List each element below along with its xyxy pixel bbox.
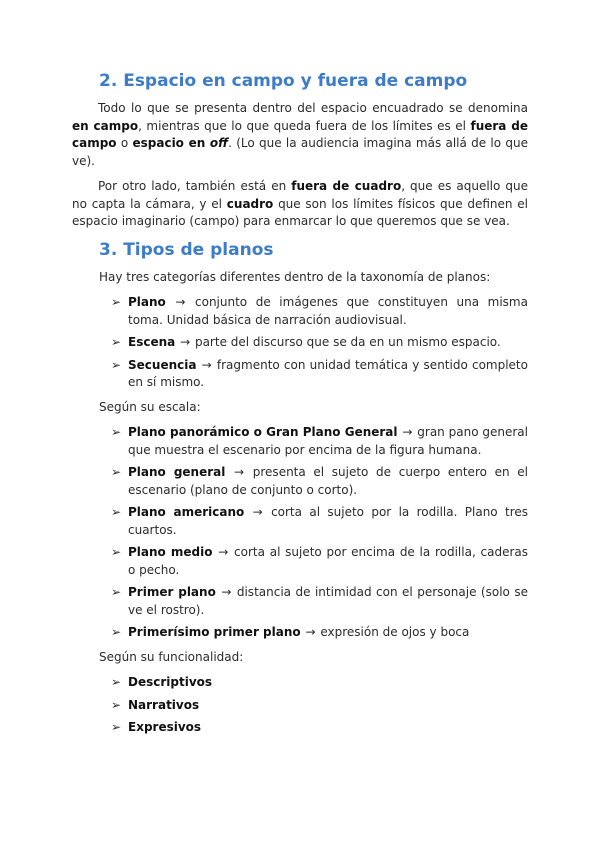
paragraph-en-campo xyxy=(72,100,528,170)
list-item xyxy=(72,504,528,539)
term-cuadro: cuadro xyxy=(226,196,274,211)
right-arrow-icon: → xyxy=(175,295,186,309)
arrowhead-bullet-icon: ➢ xyxy=(111,545,122,559)
list-item-term: Secuencia xyxy=(128,357,197,372)
term-fuera-de-campo: fuera de campo xyxy=(72,118,528,150)
term-off-italic: off xyxy=(209,136,229,150)
scale-intro: Según su escala: xyxy=(99,399,201,414)
categories-list xyxy=(72,294,528,392)
right-arrow-icon: → xyxy=(305,625,316,639)
list-item-term: Narrativos xyxy=(128,697,200,712)
arrowhead-bullet-icon: ➢ xyxy=(111,357,122,372)
list-item-desc: conjunto de imágenes que constituyen una misma toma. Unidad básica de narración audiovisual. xyxy=(128,295,528,327)
list-item-desc: gran pano general que muestra el escenario por encima de la figura humana. xyxy=(128,425,528,457)
term-en-campo: en campo xyxy=(72,118,139,133)
right-arrow-icon: → xyxy=(180,335,191,349)
list-item xyxy=(72,624,528,642)
text-run: que son los límites físicos que definen el espacio imaginario (campo) para enmarcar lo que queremos que se vea. xyxy=(72,196,529,228)
text-run: o xyxy=(116,136,133,150)
right-arrow-icon: → xyxy=(218,545,229,559)
arrowhead-bullet-icon: ➢ xyxy=(111,675,122,689)
paragraph-fuera-de-cuadro xyxy=(72,178,528,231)
list-item xyxy=(72,357,528,392)
text-run: , que es aquello que no capta la cámara, y el xyxy=(72,179,529,211)
right-arrow-icon: → xyxy=(252,505,263,519)
term-espacio-en-text: espacio en xyxy=(132,136,210,150)
list-item-term: Plano americano xyxy=(128,505,245,519)
section-heading-espacio: 2. Espacio en campo y fuera de campo xyxy=(99,71,468,91)
list-item xyxy=(72,674,528,692)
right-arrow-icon: → xyxy=(234,465,245,479)
text-run: . (Lo que la audiencia imagina más allá de lo que ve). xyxy=(72,136,528,168)
arrowhead-bullet-icon: ➢ xyxy=(111,335,122,349)
text-run: , mientras que lo que queda fuera de los límites es el xyxy=(138,118,471,133)
list-item-term: Plano panorámico o Gran Plano General xyxy=(128,425,398,439)
list-item-desc: distancia de intimidad con el personaje (solo se ve el rostro). xyxy=(128,585,528,617)
list-item xyxy=(72,697,528,715)
list-item xyxy=(72,719,528,737)
list-item-desc: expresión de ojos y boca xyxy=(320,625,470,639)
function-intro: Según su funcionalidad: xyxy=(99,649,244,664)
list-item-term: Plano general xyxy=(128,465,226,479)
arrowhead-bullet-icon: ➢ xyxy=(111,697,122,712)
list-item-term: Escena xyxy=(128,335,176,349)
arrowhead-bullet-icon: ➢ xyxy=(111,585,122,599)
text-run: Todo lo que se presenta dentro del espacio encuadrado se denomina xyxy=(98,101,528,115)
section-heading-tipos-de-planos: 3. Tipos de planos xyxy=(99,239,274,260)
term-espacio-en-off xyxy=(132,136,228,150)
arrowhead-bullet-icon: ➢ xyxy=(111,720,122,734)
list-item-term: Expresivos xyxy=(128,720,202,734)
list-item xyxy=(72,294,528,329)
right-arrow-icon: → xyxy=(402,425,413,439)
list-item-desc: corta al sujeto por encima de la rodilla, caderas o pecho. xyxy=(128,545,528,577)
list-item-desc: presenta el sujeto de cuerpo entero en el escenario (plano de conjunto o corto). xyxy=(128,465,528,497)
arrowhead-bullet-icon: ➢ xyxy=(111,625,122,639)
term-fuera-de-cuadro: fuera de cuadro xyxy=(291,179,402,193)
arrowhead-bullet-icon: ➢ xyxy=(111,505,122,519)
list-item xyxy=(72,544,528,579)
list-item-desc: corta al sujeto por la rodilla. Plano tres cuartos. xyxy=(128,505,528,537)
categories-intro: Hay tres categorías diferentes dentro de la taxonomía de planos: xyxy=(99,269,491,284)
text-run: Por otro lado, también está en xyxy=(98,179,292,193)
arrowhead-bullet-icon: ➢ xyxy=(111,465,122,479)
list-item xyxy=(72,334,528,352)
list-item xyxy=(72,584,528,619)
scale-list xyxy=(72,424,528,642)
right-arrow-icon: → xyxy=(221,585,232,599)
list-item-term: Plano xyxy=(128,295,166,309)
list-item-term: Plano medio xyxy=(128,545,213,559)
arrowhead-bullet-icon: ➢ xyxy=(111,425,122,439)
right-arrow-icon: → xyxy=(201,357,212,372)
arrowhead-bullet-icon: ➢ xyxy=(111,295,122,309)
list-item xyxy=(72,424,528,459)
list-item-desc: parte del discurso que se da en un mismo espacio. xyxy=(194,335,501,349)
list-item-term: Primerísimo primer plano xyxy=(128,625,301,639)
list-item xyxy=(72,464,528,499)
list-item-desc: fragmento con unidad temática y sentido completo en sí mismo. xyxy=(128,357,528,389)
list-item-term: Descriptivos xyxy=(128,675,213,689)
list-item-term: Primer plano xyxy=(128,585,216,599)
function-list xyxy=(72,674,528,737)
